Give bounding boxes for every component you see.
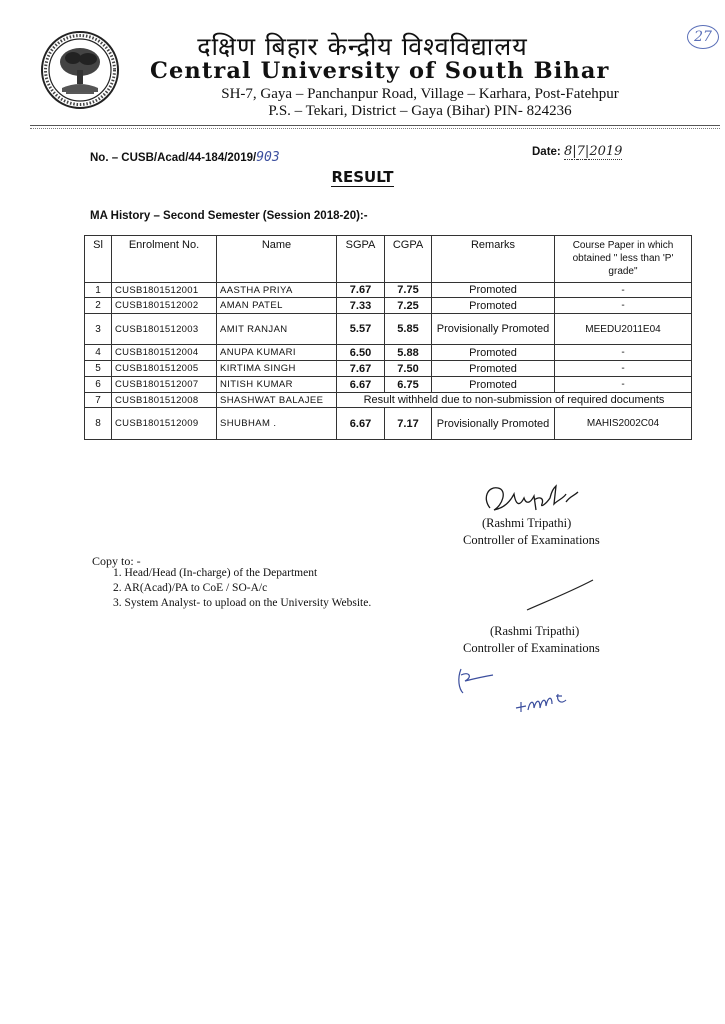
cell-course-paper: - xyxy=(555,283,692,298)
copy-to-label: Copy to: - xyxy=(92,554,141,568)
cell-course-paper: MEEDU2011E04 xyxy=(555,314,692,345)
cell-enrolment: CUSB1801512008 xyxy=(112,393,217,408)
header-sgpa: SGPA xyxy=(337,236,385,283)
address-line-1: SH-7, Gaya – Panchanpur Road, Village – Karhara, Post-Fatehpur xyxy=(221,86,619,102)
cell-sgpa: 7.33 xyxy=(337,298,385,314)
cell-sl: 8 xyxy=(85,408,112,440)
cell-withheld-note: Result withheld due to non-submission of required documents xyxy=(337,393,692,408)
cell-sgpa: 5.57 xyxy=(337,314,385,345)
cell-remarks: Provisionally Promoted xyxy=(432,314,555,345)
cell-name: AMIT RANJAN xyxy=(217,314,337,345)
cell-cgpa: 6.75 xyxy=(385,377,432,393)
table-row xyxy=(85,361,692,377)
handwritten-note xyxy=(512,690,572,715)
university-name-hindi: दक्षिण बिहार केन्द्रीय विश्वविद्यालय xyxy=(197,32,528,61)
cell-name: AASTHA PRIYA xyxy=(217,283,337,298)
cell-enrolment: CUSB1801512002 xyxy=(112,298,217,314)
table-row xyxy=(85,283,692,298)
cell-cgpa: 5.88 xyxy=(385,345,432,361)
handwritten-page-number: 27 xyxy=(687,25,719,49)
table-header-row xyxy=(85,236,692,283)
copy-to-item: 1. Head/Head (In-charge) of the Department xyxy=(113,567,318,579)
cell-enrolment: CUSB1801512005 xyxy=(112,361,217,377)
cell-enrolment: CUSB1801512004 xyxy=(112,345,217,361)
cell-sl: 5 xyxy=(85,361,112,377)
date-year: 2019 xyxy=(589,144,623,159)
cell-course-paper: - xyxy=(555,298,692,314)
cell-remarks: Promoted xyxy=(432,361,555,377)
cell-sl: 3 xyxy=(85,314,112,345)
cell-name: AMAN PATEL xyxy=(217,298,337,314)
cell-remarks: Promoted xyxy=(432,283,555,298)
cell-name: SHASHWAT BALAJEE xyxy=(217,393,337,408)
table-row xyxy=(85,377,692,393)
cell-sgpa: 6.50 xyxy=(337,345,385,361)
cell-cgpa: 7.75 xyxy=(385,283,432,298)
cell-course-paper: - xyxy=(555,377,692,393)
cell-sl: 6 xyxy=(85,377,112,393)
cell-name: KIRTIMA SINGH xyxy=(217,361,337,377)
date-month: 7 xyxy=(576,144,585,159)
cell-sl: 4 xyxy=(85,345,112,361)
document-date: Date: 8|7|2019 xyxy=(532,144,623,159)
cell-cgpa: 7.17 xyxy=(385,408,432,440)
signatory-1-name: (Rashmi Tripathi) xyxy=(482,516,572,530)
cell-course-paper: - xyxy=(555,361,692,377)
table-row xyxy=(85,408,692,440)
reference-prefix: No. – CUSB/Acad/44-184/2019/ xyxy=(90,152,257,164)
cell-course-paper: - xyxy=(555,345,692,361)
cell-sgpa: 6.67 xyxy=(337,408,385,440)
handwritten-initials xyxy=(453,665,503,695)
signature-stroke xyxy=(525,578,595,613)
cell-enrolment: CUSB1801512001 xyxy=(112,283,217,298)
header-divider-dotted xyxy=(30,128,720,129)
table-row xyxy=(85,314,692,345)
cell-sl: 1 xyxy=(85,283,112,298)
signatory-2-name: (Rashmi Tripathi) xyxy=(490,624,580,638)
cell-sl: 7 xyxy=(85,393,112,408)
address-line-2: P.S. – Tekari, District – Gaya (Bihar) PIN- 824236 xyxy=(268,103,572,119)
reference-number xyxy=(90,150,280,165)
copy-to-item: 2. AR(Acad)/PA to CoE / SO-A/c xyxy=(113,582,268,594)
cell-sgpa: 6.67 xyxy=(337,377,385,393)
cell-enrolment: CUSB1801512007 xyxy=(112,377,217,393)
cell-sl: 2 xyxy=(85,298,112,314)
cell-name: ANUPA KUMARI xyxy=(217,345,337,361)
table-row xyxy=(85,298,692,314)
header-course-paper: Course Paper in which obtained " less than 'P' grade" xyxy=(555,236,692,283)
date-day: 8 xyxy=(563,144,573,159)
cell-remarks: Promoted xyxy=(432,345,555,361)
cell-cgpa: 7.25 xyxy=(385,298,432,314)
cell-cgpa: 5.85 xyxy=(385,314,432,345)
header-name: Name xyxy=(217,236,337,283)
signatory-1-title: Controller of Examinations xyxy=(463,533,600,547)
header-sl: Sl xyxy=(85,236,112,283)
copy-to-list xyxy=(113,567,371,612)
header-cgpa: CGPA xyxy=(385,236,432,283)
university-name-english: Central University of South Bihar xyxy=(150,58,610,84)
cell-enrolment: CUSB1801512009 xyxy=(112,408,217,440)
signature-rashmi-tripathi xyxy=(480,480,590,520)
cell-cgpa: 7.50 xyxy=(385,361,432,377)
cell-remarks: Provisionally Promoted xyxy=(432,408,555,440)
header-remarks: Remarks xyxy=(432,236,555,283)
table-row xyxy=(85,345,692,361)
result-table xyxy=(84,235,692,440)
handwritten-reference-number: 903 xyxy=(256,150,280,165)
document-title: RESULT xyxy=(331,168,394,186)
table-row xyxy=(85,393,692,408)
result-subtitle: MA History – Second Semester (Session 2018-20):- xyxy=(90,210,368,222)
cell-course-paper: MAHIS2002C04 xyxy=(555,408,692,440)
header-enrolment: Enrolment No. xyxy=(112,236,217,283)
cell-enrolment: CUSB1801512003 xyxy=(112,314,217,345)
date-label: Date: xyxy=(532,146,561,158)
cell-sgpa: 7.67 xyxy=(337,361,385,377)
cell-name: NITISH KUMAR xyxy=(217,377,337,393)
copy-to-item: 3. System Analyst- to upload on the University Website. xyxy=(113,597,372,609)
cell-name: SHUBHAM . xyxy=(217,408,337,440)
cell-remarks: Promoted xyxy=(432,377,555,393)
cell-sgpa: 7.67 xyxy=(337,283,385,298)
header-divider xyxy=(30,125,720,126)
signatory-2-title: Controller of Examinations xyxy=(463,641,600,655)
cell-remarks: Promoted xyxy=(432,298,555,314)
